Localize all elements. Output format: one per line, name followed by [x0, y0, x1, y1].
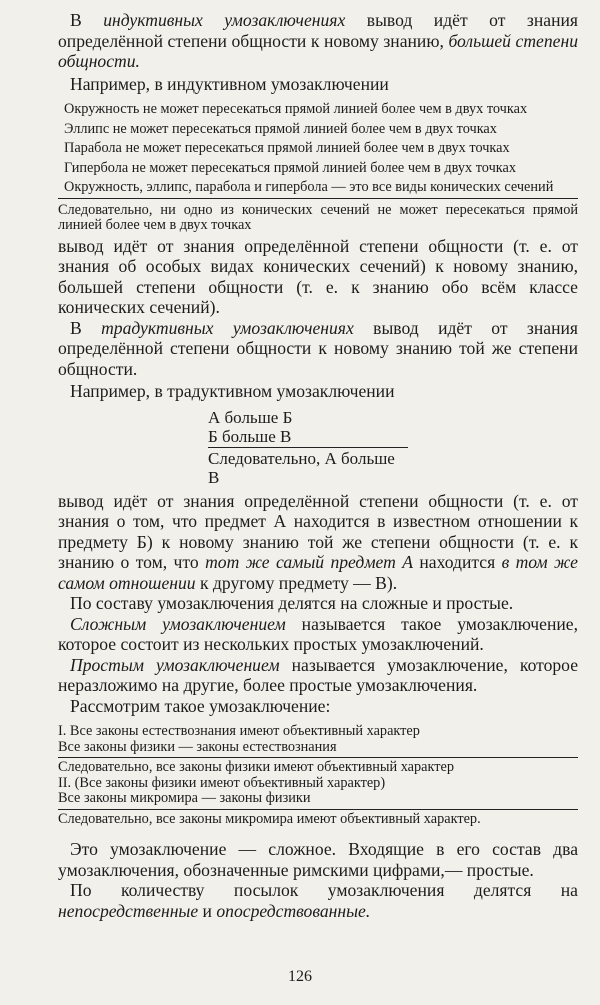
- premise-ellipse: Эллипс не может пересекаться прямой линией более чем в двух точках: [64, 120, 497, 137]
- paragraph-traductive-explanation: [58, 491, 578, 594]
- premise-circle: Окружность не может пересекаться прямой линией более чем в двух точках: [64, 101, 528, 117]
- conclusion-divider: [58, 809, 578, 810]
- paragraph-traductive-definition: [58, 318, 578, 380]
- complex-ii-premise-2: Все законы микромира — законы физики: [58, 790, 311, 806]
- premise-parabola: Парабола не может пересекаться прямой линией более чем в двух точках: [64, 140, 510, 156]
- text: вывод идёт от знания определённой степени общности (т. е. от знания о том, что предмет А находится в известном отношении к предмету Б) к новому знанию той же степени общности (т. е. к знанию о том, что: [58, 490, 578, 572]
- traductive-premise-2: Б больше В: [208, 426, 292, 446]
- paragraph-inductive-definition: [58, 10, 578, 72]
- inductive-conclusion: Следовательно, ни одно из конических сечений не может пересекаться прямой линией более чем в двух точках: [58, 201, 578, 233]
- complex-i-premise-1: I. Все законы естествознания имеют объективный характер: [58, 723, 420, 739]
- paragraph-complex-summary: Это умозаключение — сложное. Входящие в его состав два умозаключения, обозначенные римскими цифрами,— простые.: [58, 839, 578, 880]
- emphasis: тот же самый предмет А: [205, 552, 413, 572]
- lead-inductive-example: Например, в индуктивном умозаключении: [70, 73, 389, 94]
- traductive-syllogism: [208, 408, 408, 487]
- complex-ii-premise-1: II. (Все законы физики имеют объективный характер): [58, 774, 386, 791]
- conclusion-divider: [208, 447, 408, 448]
- emphasis: большей степени общности.: [58, 30, 578, 71]
- conclusion-divider: [58, 198, 578, 199]
- text: В: [70, 317, 102, 338]
- emphasis: в том же самом отношении: [58, 552, 578, 593]
- paragraph-simple-definition: [58, 655, 578, 696]
- text: В: [70, 10, 104, 30]
- conclusion-divider: [58, 757, 578, 758]
- paragraph-consider: Рассмотрим такое умозаключение:: [70, 695, 331, 716]
- lead-traductive-example: Например, в традуктивном умозаключении: [70, 381, 395, 401]
- term-complex: Сложным умозаключением: [70, 613, 286, 634]
- text: вывод идёт от знания определённой степени общности к новому знанию той же степени общности.: [58, 317, 578, 379]
- term-mediated: опосредствованные.: [216, 900, 371, 921]
- complex-syllogism: [58, 724, 578, 827]
- text: По количеству посылок умозаключения делятся на: [70, 880, 578, 900]
- complex-i-conclusion: Следовательно, все законы физики имеют объективный характер: [58, 759, 455, 775]
- paragraph-inductive-explanation: вывод идёт от знания определённой степени общности (т. е. от знания об особых видах конических сечений) к новому знанию, большей степени общности (т. е. к знанию обо всём классе конических сечений).: [58, 235, 578, 317]
- paragraph-complex-definition: [58, 614, 578, 655]
- premise-hyperbola: Гипербола не может пересекаться прямой линией более чем в двух точках: [64, 159, 516, 176]
- page-number: 126: [288, 968, 312, 985]
- text: находится: [412, 552, 502, 572]
- term-inductive: индуктивных умозаключениях: [103, 10, 346, 30]
- inductive-syllogism: [58, 102, 578, 234]
- term-traductive: традуктивных умозаключениях: [101, 317, 354, 338]
- paragraph-premise-count: [58, 880, 578, 921]
- traductive-conclusion: Следовательно, А больше В: [208, 448, 395, 487]
- text: вывод идёт от знания определённой степени общности к новому знанию,: [58, 10, 578, 51]
- complex-i-premise-2: Все законы физики — законы естествознания: [58, 738, 337, 755]
- complex-ii-conclusion: Следовательно, все законы микромира имеют объективный характер.: [58, 810, 481, 827]
- paragraph-composition: По составу умозаключения делятся на сложные и простые.: [70, 593, 514, 613]
- text: к другому предмету — В).: [195, 572, 398, 593]
- text: называется такое умозаключение, которое состоит из нескольких простых умозаключений.: [58, 613, 578, 654]
- premise-all-kinds: Окружность, эллипс, парабола и гипербола — это все виды конических сечений: [64, 179, 554, 195]
- term-simple: Простым умозаключением: [70, 654, 280, 675]
- traductive-premise-1: А больше Б: [208, 407, 293, 427]
- text: называется умозаключение, которое неразложимо на другие, более простые умозаключения.: [58, 654, 579, 695]
- text: и: [198, 900, 217, 921]
- term-immediate: непосредственные: [58, 900, 199, 921]
